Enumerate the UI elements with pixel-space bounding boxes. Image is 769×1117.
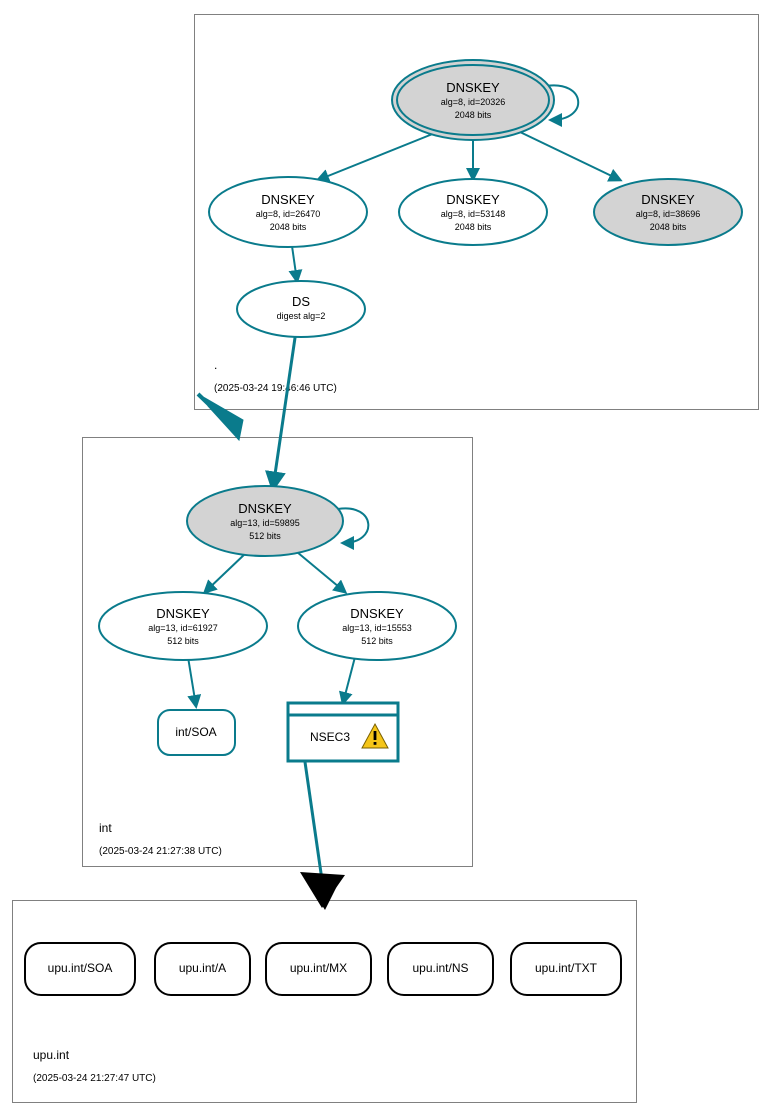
node-dnskey-38696-line1: DNSKEY [641, 192, 695, 207]
node-dnskey-53148-line3: 2048 bits [454, 222, 492, 232]
edge-zsk15553-to-nsec3 [343, 657, 355, 703]
node-ds-line1: DS [291, 294, 311, 309]
zone-timestamp-root: (2025-03-24 19:46:46 UTC) [214, 383, 337, 394]
node-rrset-upu-int-txt-label: upu.int/TXT [534, 961, 598, 975]
node-ds-line2: digest alg=2 [276, 311, 326, 321]
zone-label-root: . [214, 358, 218, 372]
zone-timestamp-upu-int: (2025-03-24 21:27:47 UTC) [33, 1073, 156, 1084]
warning-triangle-icon-dot [374, 742, 377, 745]
node-ds-digest-alg-2[interactable] [237, 281, 365, 337]
warning-triangle-icon-bar [374, 731, 377, 740]
node-rrset-upu-int-ns[interactable] [388, 943, 493, 995]
node-dnskey-15553-line1: DNSKEY [350, 606, 404, 621]
edge-zsk61927-to-int-soa [188, 657, 196, 706]
node-dnskey-61927-line1: DNSKEY [156, 606, 210, 621]
edge-ds-to-ksk59895 [273, 331, 296, 488]
edge-ksk59895-to-zsk61927 [205, 552, 247, 592]
node-dnskey-20326-inner[interactable] [397, 65, 549, 135]
node-dnskey-38696-line3: 2048 bits [649, 222, 687, 232]
node-dnskey-38696-line2: alg=8, id=38696 [635, 209, 701, 219]
delegation-arrowhead-int-to-upu-int [300, 872, 345, 908]
node-dnskey-61927-line2: alg=13, id=61927 [148, 623, 218, 633]
node-rrset-upu-int-mx-label: upu.int/MX [289, 961, 348, 975]
node-rrset-upu-int-txt[interactable] [511, 943, 621, 995]
node-dnskey-61927[interactable] [99, 592, 267, 660]
node-rrset-int-soa[interactable] [158, 710, 235, 755]
node-rrset-upu-int-soa[interactable] [25, 943, 135, 995]
node-nsec3-header [288, 703, 398, 715]
node-rrset-upu-int-soa-label: upu.int/SOA [47, 961, 113, 975]
node-dnskey-61927-line3: 512 bits [167, 636, 199, 646]
node-dnskey-20326-line2: alg=8, id=20326 [440, 97, 506, 107]
edge-ksk20326-to-zsk38696 [520, 132, 620, 180]
edge-zsk26470-to-ds [292, 246, 297, 281]
zone-timestamp-int: (2025-03-24 21:27:38 UTC) [99, 846, 222, 857]
node-dnskey-20326-line3: 2048 bits [454, 110, 492, 120]
node-dnskey-59895-line3: 512 bits [249, 531, 281, 541]
node-dnskey-26470-line1: DNSKEY [261, 192, 315, 207]
zone-label-upu-int: upu.int [33, 1048, 70, 1062]
node-dnskey-26470-line3: 2048 bits [269, 222, 307, 232]
node-dnskey-15553[interactable] [298, 592, 456, 660]
node-rrset-upu-int-mx[interactable] [266, 943, 371, 995]
node-dnskey-59895-line1: DNSKEY [238, 501, 292, 516]
node-dnskey-53148[interactable] [399, 179, 547, 245]
node-dnskey-53148-line2: alg=8, id=53148 [440, 209, 506, 219]
node-dnskey-26470[interactable] [209, 177, 367, 247]
node-rrset-int-soa-label: int/SOA [175, 725, 217, 739]
node-dnskey-15553-line3: 512 bits [361, 636, 393, 646]
edge-ksk59895-to-zsk15553 [297, 552, 345, 592]
edge-nsec3-to-upu-int [305, 762, 322, 880]
edge-ksk20326-to-zsk26470 [318, 131, 440, 180]
node-dnskey-15553-line2: alg=13, id=15553 [342, 623, 412, 633]
node-rrset-upu-int-a-label: upu.int/A [178, 961, 227, 975]
node-dnskey-20326-line1: DNSKEY [446, 80, 500, 95]
node-dnskey-53148-line1: DNSKEY [446, 192, 500, 207]
node-nsec3-label: NSEC3 [309, 730, 350, 744]
node-dnskey-26470-line2: alg=8, id=26470 [255, 209, 321, 219]
node-rrset-upu-int-ns-label: upu.int/NS [412, 961, 469, 975]
node-rrset-upu-int-a[interactable] [155, 943, 250, 995]
node-dnskey-59895[interactable] [187, 486, 343, 556]
node-dnskey-59895-line2: alg=13, id=59895 [230, 518, 300, 528]
node-dnskey-38696[interactable] [594, 179, 742, 245]
zone-label-int: int [99, 821, 112, 835]
